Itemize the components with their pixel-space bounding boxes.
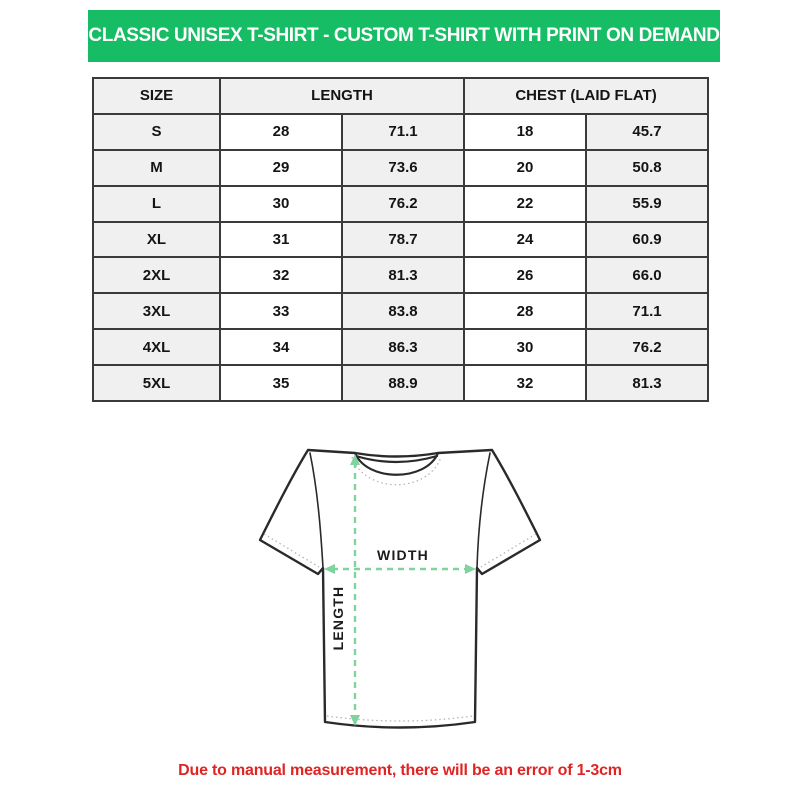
size-cell: XL: [93, 222, 220, 258]
table-row: [93, 329, 708, 365]
length-in-cell: 35: [220, 365, 342, 401]
chest-in-cell: 26: [464, 257, 586, 293]
size-cell: 3XL: [93, 293, 220, 329]
length-cm-cell: 88.9: [342, 365, 464, 401]
chest-cm-cell: 81.3: [586, 365, 708, 401]
size-cell: S: [93, 114, 220, 150]
length-in-cell: 29: [220, 150, 342, 186]
chest-in-cell: 32: [464, 365, 586, 401]
header-length: LENGTH: [220, 78, 464, 114]
chest-in-cell: 22: [464, 186, 586, 222]
length-in-cell: 33: [220, 293, 342, 329]
chest-in-cell: 28: [464, 293, 586, 329]
length-cm-cell: 86.3: [342, 329, 464, 365]
table-row: [93, 257, 708, 293]
title-banner: [88, 10, 720, 62]
chest-cm-cell: 71.1: [586, 293, 708, 329]
chest-in-cell: 24: [464, 222, 586, 258]
length-cm-cell: 71.1: [342, 114, 464, 150]
table-row: [93, 114, 708, 150]
header-chest: CHEST (LAID FLAT): [464, 78, 708, 114]
size-cell: 4XL: [93, 329, 220, 365]
table-row: [93, 186, 708, 222]
chest-cm-cell: 60.9: [586, 222, 708, 258]
chest-in-cell: 18: [464, 114, 586, 150]
chest-in-cell: 30: [464, 329, 586, 365]
length-cm-cell: 76.2: [342, 186, 464, 222]
table-header-row: [93, 78, 708, 114]
length-cm-cell: 81.3: [342, 257, 464, 293]
length-in-cell: 31: [220, 222, 342, 258]
length-cm-cell: 73.6: [342, 150, 464, 186]
chest-cm-cell: 55.9: [586, 186, 708, 222]
tshirt-outline-shape: [260, 450, 540, 728]
length-cm-cell: 83.8: [342, 293, 464, 329]
chest-in-cell: 20: [464, 150, 586, 186]
length-label: LENGTH: [330, 585, 346, 651]
table-row: [93, 365, 708, 401]
chest-cm-cell: 76.2: [586, 329, 708, 365]
header-size: SIZE: [93, 78, 220, 114]
disclaimer-text: Due to manual measurement, there will be an error of 1-3cm: [178, 762, 622, 779]
measurement-disclaimer: [0, 762, 800, 780]
size-cell: 2XL: [93, 257, 220, 293]
chest-cm-cell: 50.8: [586, 150, 708, 186]
table-row: [93, 150, 708, 186]
size-cell: L: [93, 186, 220, 222]
size-cell: M: [93, 150, 220, 186]
size-cell: 5XL: [93, 365, 220, 401]
table-row: [93, 222, 708, 258]
chest-cm-cell: 66.0: [586, 257, 708, 293]
size-chart-table: [92, 77, 709, 402]
length-cm-cell: 78.7: [342, 222, 464, 258]
length-in-cell: 34: [220, 329, 342, 365]
page-title: CLASSIC UNISEX T-SHIRT - CUSTOM T-SHIRT WITH PRINT ON DEMAND: [88, 25, 720, 46]
width-label: WIDTH: [377, 547, 429, 563]
tshirt-measurement-diagram: [240, 430, 560, 742]
chest-cm-cell: 45.7: [586, 114, 708, 150]
table-row: [93, 293, 708, 329]
length-in-cell: 30: [220, 186, 342, 222]
length-in-cell: 28: [220, 114, 342, 150]
length-in-cell: 32: [220, 257, 342, 293]
